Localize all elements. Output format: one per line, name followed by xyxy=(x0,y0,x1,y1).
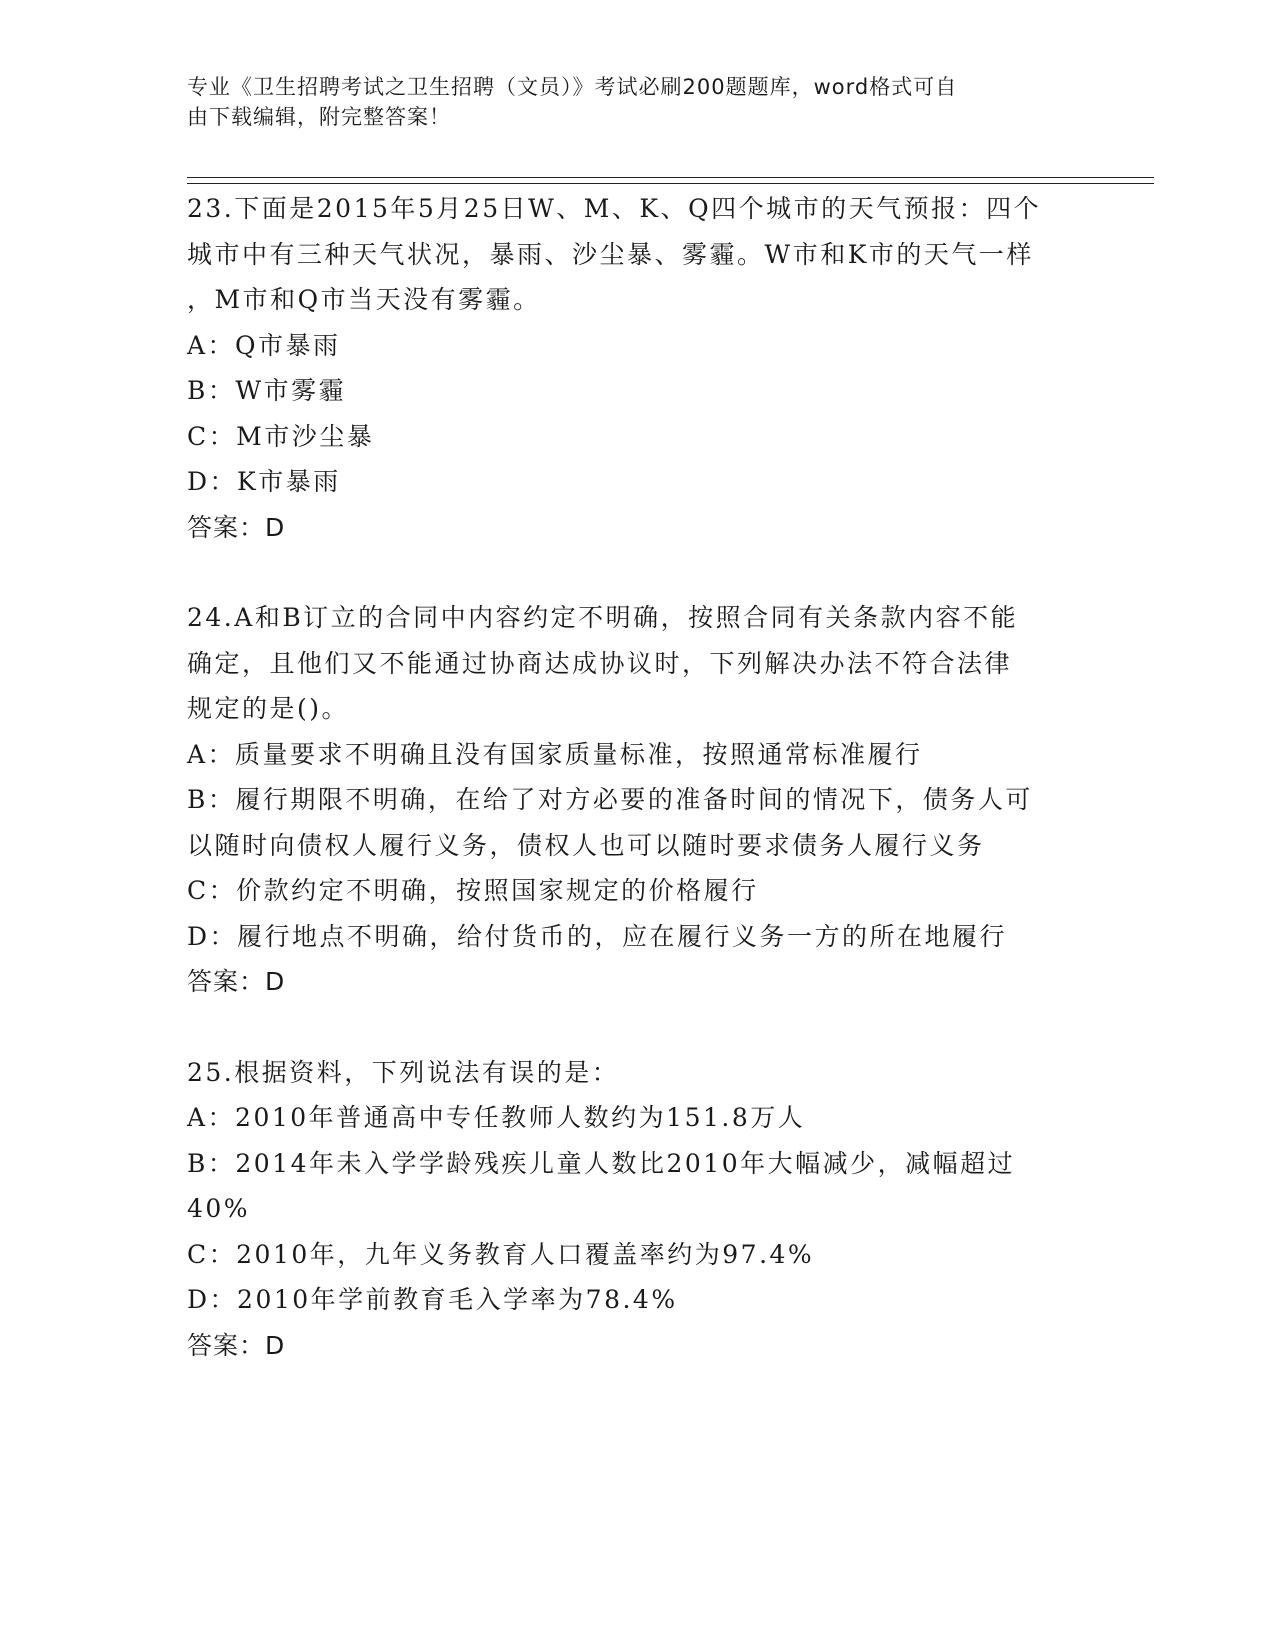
question-stem-line: 规定的是()。 xyxy=(187,694,350,723)
header-line-2: 由下载编辑，附完整答案！ xyxy=(187,105,451,129)
option-b-continued: 40% xyxy=(187,1194,251,1223)
answer-line: 答案：D xyxy=(187,967,286,996)
question-23 xyxy=(187,186,1087,550)
option-d: D：2010年学前教育毛入学率为78.4% xyxy=(187,1285,678,1314)
answer-line: 答案：D xyxy=(187,512,286,542)
header-divider-bottom xyxy=(187,183,1154,184)
question-stem-line: 25.根据资料，下列说法有误的是： xyxy=(187,1057,620,1087)
option-c: C：M市沙尘暴 xyxy=(187,421,375,451)
question-stem-line: 23.下面是2015年5月25日W、M、K、Q四个城市的天气预报：四个 xyxy=(187,194,1042,223)
option-b: B：履行期限不明确，在给了对方必要的准备时间的情况下，债务人可 xyxy=(187,785,1033,814)
question-24 xyxy=(187,595,1087,1005)
option-b-continued: 以随时向债权人履行义务，债权人也可以随时要求债务人履行义务 xyxy=(187,830,985,860)
question-stem-line: 确定，且他们又不能通过协商达成协议时，下列解决办法不符合法律 xyxy=(187,648,1013,678)
header-line-1: 专业《卫生招聘考试之卫生招聘（文员）》考试必刷200题题库，word格式可自 xyxy=(187,75,958,99)
question-stem-line: 城市中有三种天气状况，暴雨、沙尘暴、雾霾。W市和K市的天气一样 xyxy=(187,239,1034,269)
option-b: B：2014年未入学学龄残疾儿童人数比2010年大幅减少，减幅超过 xyxy=(187,1148,1016,1178)
document-header xyxy=(187,72,1067,132)
question-stem-line: 24.A和B订立的合同中内容约定不明确，按照合同有关条款内容不能 xyxy=(187,603,1019,632)
option-c: C：价款约定不明确，按照国家规定的价格履行 xyxy=(187,876,759,905)
option-b: B：W市雾霾 xyxy=(187,376,347,405)
option-d: D：K市暴雨 xyxy=(187,467,341,496)
header-divider-top xyxy=(187,177,1154,178)
answer-line: 答案：D xyxy=(187,1330,286,1360)
option-c: C：2010年，九年义务教育人口覆盖率约为97.4% xyxy=(187,1239,815,1269)
option-a: A：2010年普通高中专任教师人数约为151.8万人 xyxy=(187,1103,806,1132)
option-d: D：履行地点不明确，给付货币的，应在履行义务一方的所在地履行 xyxy=(187,921,1008,951)
question-stem-line: ，M市和Q市当天没有雾霾。 xyxy=(187,285,541,314)
question-list xyxy=(187,186,1087,1368)
option-a: A：质量要求不明确且没有国家质量标准，按照通常标准履行 xyxy=(187,739,923,769)
option-a: A：Q市暴雨 xyxy=(187,330,341,360)
question-25 xyxy=(187,1050,1087,1369)
